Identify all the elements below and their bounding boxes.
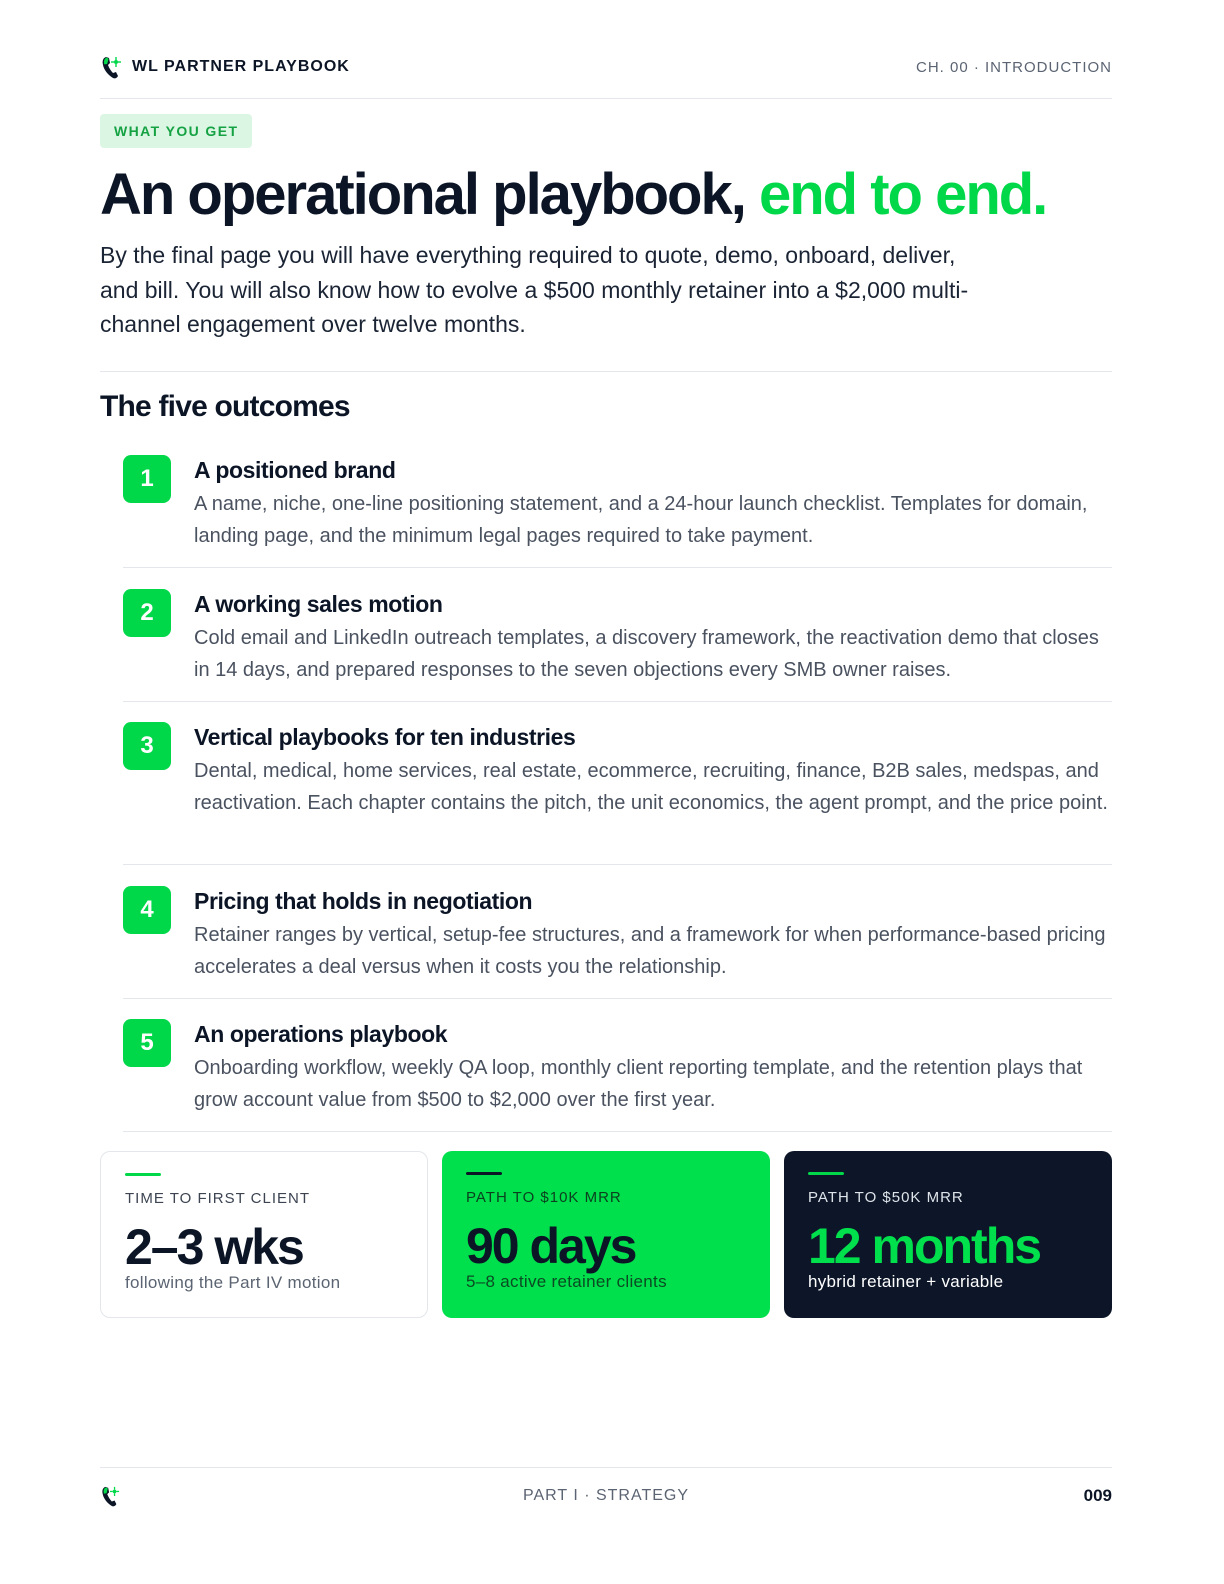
playbook-page — [100, 0, 1112, 1584]
stat-subtext: hybrid retainer + variable — [808, 1272, 1004, 1291]
stat-label: PATH TO $10K MRR — [466, 1189, 622, 1206]
outcome-title: Pricing that holds in negotiation — [194, 888, 533, 914]
phone-sparkle-icon — [100, 54, 122, 80]
title-main: An operational playbook, — [100, 162, 759, 227]
outcome-title: A positioned brand — [194, 457, 396, 483]
page-title — [100, 160, 1046, 230]
stat-label: PATH TO $50K MRR — [808, 1189, 964, 1206]
outcome-number: 2 — [123, 589, 171, 637]
footer-divider — [100, 1467, 1112, 1468]
outcome-description: Retainer ranges by vertical, setup-fee structures, and a framework for when performance-based pricing accelerates a deal versus when it costs you the relationship. — [194, 924, 1106, 978]
stat-card-50k-mrr — [784, 1151, 1112, 1318]
page-header — [100, 52, 1112, 82]
outcome-divider — [123, 998, 1112, 999]
page-number: 009 — [1083, 1486, 1112, 1505]
stat-value: 90 days — [466, 1218, 636, 1274]
outcome-number: 3 — [123, 722, 171, 770]
lead-divider — [100, 371, 1112, 372]
footer-part-label: PART I · STRATEGY — [522, 1487, 690, 1504]
outcome-title: An operations playbook — [194, 1021, 448, 1047]
lead-paragraph: By the final page you will have everything required to quote, demo, onboard, deliver, and bill. You will also know how to evolve a $500 monthly retainer into a $2,000 multi-channel engagement over twelve months. — [100, 242, 969, 337]
stat-subtext: 5–8 active retainer clients — [466, 1272, 667, 1291]
stat-value: 2–3 wks — [125, 1219, 303, 1275]
outcome-divider — [123, 1131, 1112, 1132]
section-title: The five outcomes — [100, 390, 350, 423]
card-accent-bar — [466, 1172, 502, 1175]
outcome-number: 4 — [123, 886, 171, 934]
header-divider — [100, 98, 1112, 99]
stat-value: 12 months — [808, 1218, 1041, 1274]
brand — [100, 54, 350, 80]
page-footer — [100, 1482, 1112, 1510]
stat-card-10k-mrr — [442, 1151, 770, 1318]
title-accent: end to end. — [758, 162, 1047, 227]
outcome-description: Dental, medical, home services, real estate, ecommerce, recruiting, finance, B2B sales, medspas, and reactivation. Each chapter contains the pitch, the unit economics, the agent prompt, and the price point. — [194, 760, 1108, 814]
outcome-number: 1 — [123, 455, 171, 503]
stat-subtext: following the Part IV motion — [125, 1273, 341, 1292]
card-accent-bar — [808, 1172, 844, 1175]
stat-label: TIME TO FIRST CLIENT — [125, 1190, 311, 1207]
card-accent-bar — [125, 1173, 161, 1176]
brand-name: WL PARTNER PLAYBOOK — [132, 58, 350, 75]
outcome-divider — [123, 701, 1112, 702]
outcome-divider — [123, 864, 1112, 865]
outcome-divider — [123, 567, 1112, 568]
outcome-description: Onboarding workflow, weekly QA loop, monthly client reporting template, and the retention plays that grow account value from $500 to $2,000 over the first year. — [194, 1057, 1083, 1111]
outcome-title: A working sales motion — [194, 591, 443, 617]
outcome-description: Cold email and LinkedIn outreach templates, a discovery framework, the reactivation demo that closes in 14 days, and prepared responses to the seven objections every SMB owner raises. — [194, 627, 1099, 681]
section-tag: WHAT YOU GET — [100, 114, 252, 148]
outcome-number: 5 — [123, 1019, 171, 1067]
chapter-label: CH. 00 · INTRODUCTION — [915, 58, 1112, 76]
stat-card-first-client — [100, 1151, 428, 1318]
outcome-description: A name, niche, one-line positioning statement, and a 24-hour launch checklist. Templates for domain, landing page, and the minimum legal pages required to take payment. — [194, 493, 1088, 547]
outcome-title: Vertical playbooks for ten industries — [194, 724, 576, 750]
